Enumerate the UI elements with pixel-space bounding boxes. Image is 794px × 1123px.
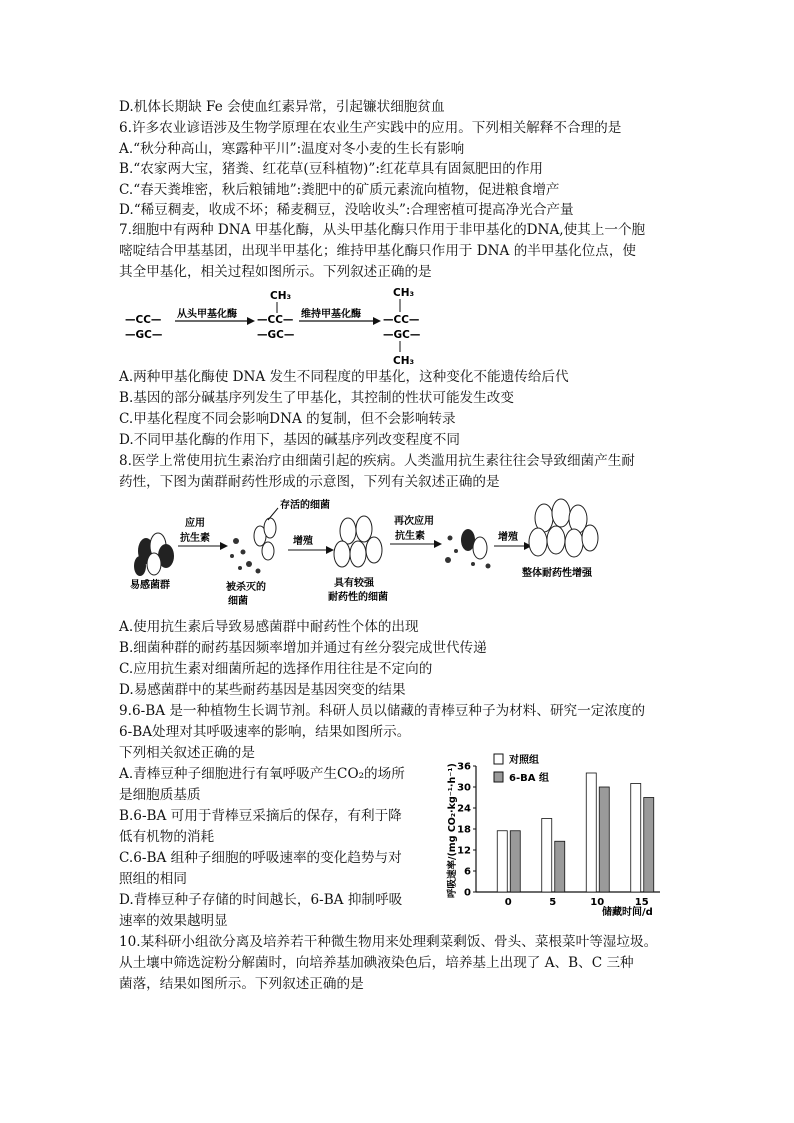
y-tick-label: 30 (457, 782, 471, 794)
option-8d: D.易感菌群中的某些耐药基因是基因突变的结果 (119, 682, 406, 698)
killed-bacteria (230, 518, 276, 574)
label-survive: 存活的细菌 (280, 500, 330, 511)
bar-control (542, 819, 552, 893)
option-6a: A.“秋分种高山，寒露种平川”:温度对冬小麦的生长有影响 (119, 141, 465, 157)
grow1-label: 增殖 (293, 536, 313, 547)
step1-label-b: 抗生素 (180, 533, 210, 544)
grow2-label: 增殖 (498, 532, 518, 543)
strand-top-2: —CC— (257, 314, 294, 326)
y-tick-label: 24 (457, 803, 471, 815)
label-resistant: 具有较强 (334, 578, 374, 589)
x-tick-label: 15 (634, 897, 649, 908)
label-sensitive: 易感菌群 (130, 580, 170, 591)
survivors-2 (445, 529, 491, 569)
label-killed-2: 细菌 (228, 596, 248, 607)
text-line: D.机体长期缺 Fe 会使血红素异常，引起镰状细胞贫血 (119, 99, 445, 115)
question-10-stem: 10.某科研小组欲分离及培养若干种微生物用来处理剩菜剩饭、骨头、菜根菜叶等湿垃圾。 (119, 934, 658, 950)
question-7-stem-cont: 嘧啶结合甲基基团，出现半甲基化；维持甲基化酶只作用于 DNA 的半甲基化位点，使 (119, 243, 637, 259)
bar-6ba (510, 831, 520, 892)
bar-6ba (555, 841, 565, 892)
option-6d: D.“稀豆稠麦，收成不坏；稀麦稠豆，没啥收头”:合理密植可提高净光合产量 (119, 202, 574, 218)
question-8-stem: 8.医学上常使用抗生素治疗由细菌引起的疾病。人类滥用抗生素往往会导致细菌产生耐 (119, 453, 635, 469)
step1-label: 应用 (185, 518, 205, 529)
ch3-label-2: CH₃ (393, 287, 415, 299)
option-9a-cont: 是细胞质基质 (119, 787, 201, 803)
bar-control (497, 831, 507, 892)
sensitive-bacteria (134, 533, 174, 576)
resistant-bacteria (334, 516, 382, 567)
legend-control: 对照组 (509, 755, 539, 766)
question-10-stem-cont: 从土壤中筛选淀粉分解菌时，向培养基加碘液染色后，培养基上出现了 A、B、C 三种 (119, 955, 634, 971)
y-axis-label: 呼吸速率/(mg CO₂·kg⁻¹·h⁻¹) (447, 763, 458, 898)
option-9b: B.6-BA 可用于背棒豆采摘后的保存，有利于降 (119, 808, 402, 824)
question-7-stem-cont: 其全甲基化，相关过程如图所示。下列叙述正确的是 (119, 264, 432, 280)
x-axis-label: 储藏时间/d (602, 907, 653, 918)
ch3-label-3: CH₃ (393, 355, 415, 367)
option-9a: A.青棒豆种子细胞进行有氧呼吸产生CO₂的场所 (119, 766, 405, 782)
option-7d: D.不同甲基化酶的作用下，基因的碱基序列改变程度不同 (119, 432, 460, 448)
arrow2-label: 维持甲基化酶 (301, 309, 361, 320)
y-tick-label: 18 (457, 824, 471, 836)
bar-control (586, 773, 596, 892)
bar-6ba (599, 787, 609, 892)
y-tick-label: 36 (457, 761, 471, 773)
y-tick-label: 0 (464, 887, 471, 899)
strand-bottom: —GC— (125, 329, 163, 341)
option-6c: C.“春天粪堆密，秋后粮铺地”:粪肥中的矿质元素流向植物，促进粮食增产 (119, 182, 560, 198)
option-7b: B.基因的部分碱基序列发生了甲基化，其控制的性状可能发生改变 (119, 390, 514, 406)
legend-6ba: 6-BA 组 (509, 773, 549, 784)
question-9-prompt: 下列相关叙述正确的是 (119, 745, 255, 761)
bar-6ba (644, 798, 654, 893)
arrow1-label: 从头甲基化酶 (177, 309, 237, 320)
question-10-stem-cont: 菌落，结果如图所示。下列叙述正确的是 (119, 976, 364, 992)
option-9d-cont: 速率的效果越明显 (119, 913, 228, 929)
question-8-stem-cont: 药性，下图为菌群耐药性形成的示意图，下列有关叙述正确的是 (119, 474, 500, 490)
strand-bottom-2: —GC— (257, 329, 295, 341)
chart-legend (494, 753, 549, 784)
step2-label: 再次应用 (394, 516, 434, 527)
option-8a: A.使用抗生素后导致易感菌群中耐药性个体的出现 (119, 619, 419, 635)
methylation-diagram (125, 286, 445, 368)
strand-top: —CC— (125, 314, 162, 326)
option-6b: B.“农家两大宝，猪粪、红花草(豆科植物)”:红花草具有固氮肥田的作用 (119, 161, 544, 177)
bar-control (631, 784, 641, 893)
question-6-stem: 6.许多农业谚语涉及生物学原理在农业生产实践中的应用。下列相关解释不合理的是 (119, 120, 622, 136)
option-8b: B.细菌种群的耐药基因频率增加并通过有丝分裂完成世代传递 (119, 640, 487, 656)
y-tick-label: 6 (464, 866, 471, 878)
x-tick-label: 10 (590, 897, 605, 908)
label-whole: 整体耐药性增强 (522, 568, 592, 579)
step2-label-b: 抗生素 (395, 531, 425, 542)
question-9-stem: 9.6-BA 是一种植物生长调节剂。科研人员以储藏的青棒豆种子为材料、研究一定浓度的 (119, 703, 646, 719)
option-9b-cont: 低有机物的消耗 (119, 829, 215, 845)
antibiotic-resistance-diagram (128, 496, 608, 612)
label-killed: 被杀灭的 (226, 582, 266, 593)
option-8c: C.应用抗生素对细菌所起的选择作用往往是不定向的 (119, 661, 433, 677)
x-tick-label: 0 (504, 897, 512, 908)
question-9-stem-cont: 6-BA处理对其呼吸速率的影响，结果如图所示。 (119, 724, 411, 740)
option-7c: C.甲基化程度不同会影响DNA 的复制，但不会影响转录 (119, 411, 456, 427)
option-9c: C.6-BA 组种子细胞的呼吸速率的变化趋势与对 (119, 850, 402, 866)
label-resistant-2: 耐药性的细菌 (328, 592, 388, 603)
respiration-rate-chart (438, 748, 670, 920)
option-9c-cont: 照组的相同 (119, 871, 187, 887)
strand-bottom-3: —GC— (383, 329, 421, 341)
option-7a: A.两种甲基化酶使 DNA 发生不同程度的甲基化，这种变化不能遗传给后代 (119, 369, 569, 385)
ch3-label: CH₃ (270, 290, 292, 302)
whole-resistant-population (529, 499, 598, 557)
strand-top-3: —CC— (383, 314, 420, 326)
question-7-stem: 7.细胞中有两种 DNA 甲基化酶，从头甲基化酶只作用于非甲基化的DNA,使其上一个胞 (119, 222, 646, 238)
y-tick-label: 12 (457, 845, 471, 857)
option-9d: D.背棒豆种子存储的时间越长，6-BA 抑制呼吸 (119, 892, 403, 908)
x-tick-label: 5 (549, 897, 557, 908)
